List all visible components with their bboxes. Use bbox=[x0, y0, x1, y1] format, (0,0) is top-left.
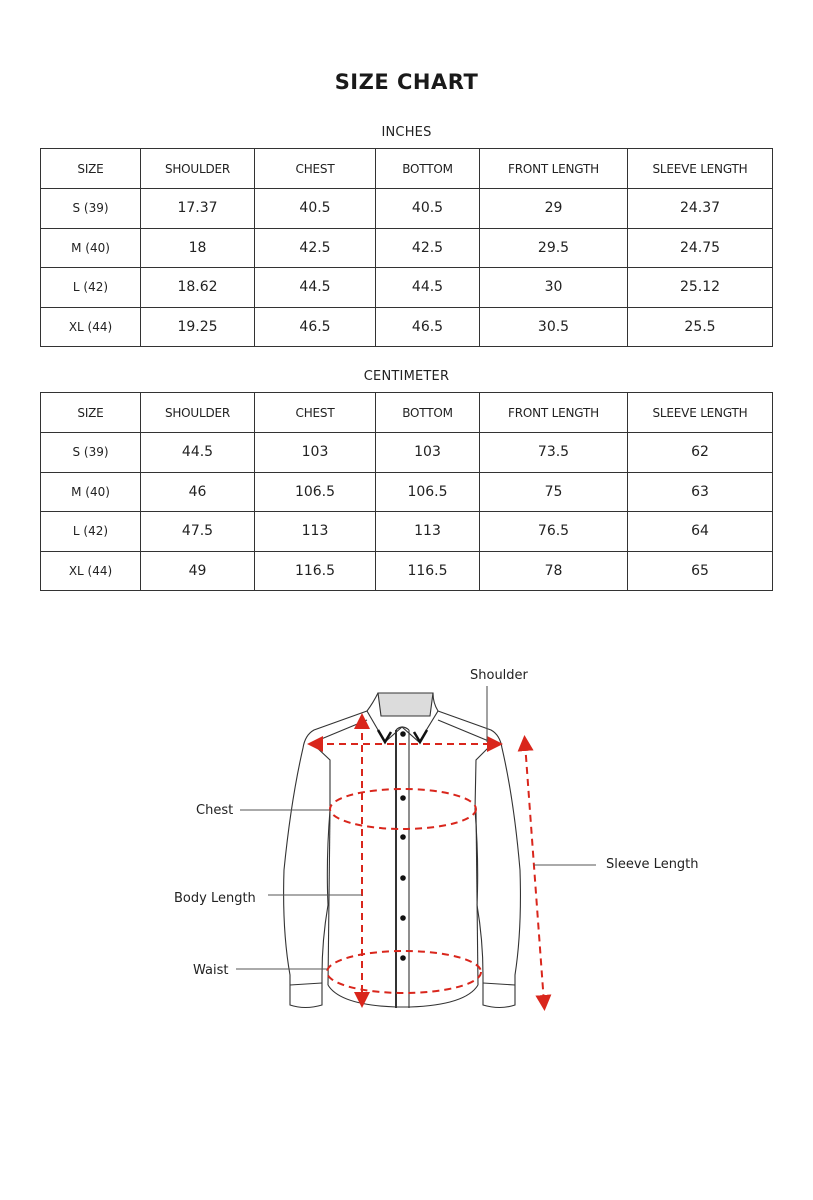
page-title: SIZE CHART bbox=[334, 70, 479, 94]
cell-sleeve-length: 64 bbox=[628, 512, 773, 552]
header-shoulder: SHOULDER bbox=[141, 149, 255, 189]
table-row bbox=[41, 512, 773, 552]
header-front-length: FRONT LENGTH bbox=[480, 393, 628, 433]
cell-chest: 46.5 bbox=[255, 307, 376, 347]
table-row bbox=[41, 307, 773, 347]
shoulder-label: Shoulder bbox=[470, 668, 528, 683]
cell-size: XL (44) bbox=[41, 307, 141, 347]
table-header-row bbox=[41, 149, 773, 189]
cell-shoulder: 19.25 bbox=[141, 307, 255, 347]
cell-front-length: 30 bbox=[480, 268, 628, 308]
cell-chest: 116.5 bbox=[255, 551, 376, 591]
header-size: SIZE bbox=[41, 149, 141, 189]
cell-front-length: 29 bbox=[480, 189, 628, 229]
cell-front-length: 78 bbox=[480, 551, 628, 591]
cell-size: L (42) bbox=[41, 268, 141, 308]
cell-front-length: 75 bbox=[480, 472, 628, 512]
cell-bottom: 106.5 bbox=[376, 472, 480, 512]
cell-size: XL (44) bbox=[41, 551, 141, 591]
cell-chest: 106.5 bbox=[255, 472, 376, 512]
cell-size: L (42) bbox=[41, 512, 141, 552]
table-header-row bbox=[41, 393, 773, 433]
waist-label: Waist bbox=[193, 963, 229, 978]
cell-shoulder: 18.62 bbox=[141, 268, 255, 308]
header-bottom: BOTTOM bbox=[376, 149, 480, 189]
cell-shoulder: 49 bbox=[141, 551, 255, 591]
header-front-length: FRONT LENGTH bbox=[480, 149, 628, 189]
table-row bbox=[41, 433, 773, 473]
shirt-illustration-icon bbox=[0, 650, 813, 1050]
sleeve-length-label: Sleeve Length bbox=[606, 857, 699, 872]
cell-bottom: 46.5 bbox=[376, 307, 480, 347]
cell-front-length: 30.5 bbox=[480, 307, 628, 347]
cell-sleeve-length: 24.37 bbox=[628, 189, 773, 229]
table-row bbox=[41, 472, 773, 512]
body-length-label: Body Length bbox=[174, 891, 256, 906]
cell-bottom: 44.5 bbox=[376, 268, 480, 308]
cell-sleeve-length: 65 bbox=[628, 551, 773, 591]
table-row bbox=[41, 228, 773, 268]
cell-chest: 44.5 bbox=[255, 268, 376, 308]
cell-front-length: 73.5 bbox=[480, 433, 628, 473]
centimeter-table-label: CENTIMETER bbox=[363, 369, 450, 384]
cell-sleeve-length: 25.5 bbox=[628, 307, 773, 347]
cell-front-length: 29.5 bbox=[480, 228, 628, 268]
header-chest: CHEST bbox=[255, 149, 376, 189]
cell-size: M (40) bbox=[41, 228, 141, 268]
cell-bottom: 40.5 bbox=[376, 189, 480, 229]
header-shoulder: SHOULDER bbox=[141, 393, 255, 433]
cell-bottom: 116.5 bbox=[376, 551, 480, 591]
cell-bottom: 42.5 bbox=[376, 228, 480, 268]
cell-shoulder: 17.37 bbox=[141, 189, 255, 229]
cell-front-length: 76.5 bbox=[480, 512, 628, 552]
cell-shoulder: 18 bbox=[141, 228, 255, 268]
inches-size-table bbox=[40, 148, 773, 347]
cell-bottom: 103 bbox=[376, 433, 480, 473]
header-chest: CHEST bbox=[255, 393, 376, 433]
cell-sleeve-length: 25.12 bbox=[628, 268, 773, 308]
cell-chest: 113 bbox=[255, 512, 376, 552]
cell-chest: 40.5 bbox=[255, 189, 376, 229]
cell-shoulder: 46 bbox=[141, 472, 255, 512]
cell-sleeve-length: 63 bbox=[628, 472, 773, 512]
header-sleeve-length: SLEEVE LENGTH bbox=[628, 149, 773, 189]
cell-shoulder: 44.5 bbox=[141, 433, 255, 473]
table-row bbox=[41, 268, 773, 308]
inches-table-label: INCHES bbox=[381, 125, 432, 140]
cell-sleeve-length: 24.75 bbox=[628, 228, 773, 268]
header-size: SIZE bbox=[41, 393, 141, 433]
chest-label: Chest bbox=[196, 803, 234, 818]
table-row bbox=[41, 551, 773, 591]
table-row bbox=[41, 189, 773, 229]
header-sleeve-length: SLEEVE LENGTH bbox=[628, 393, 773, 433]
cell-shoulder: 47.5 bbox=[141, 512, 255, 552]
cell-bottom: 113 bbox=[376, 512, 480, 552]
centimeter-size-table bbox=[40, 392, 773, 591]
header-bottom: BOTTOM bbox=[376, 393, 480, 433]
cell-chest: 103 bbox=[255, 433, 376, 473]
cell-size: M (40) bbox=[41, 472, 141, 512]
cell-chest: 42.5 bbox=[255, 228, 376, 268]
cell-size: S (39) bbox=[41, 433, 141, 473]
cell-size: S (39) bbox=[41, 189, 141, 229]
cell-sleeve-length: 62 bbox=[628, 433, 773, 473]
shirt-measurement-diagram bbox=[0, 650, 813, 1050]
